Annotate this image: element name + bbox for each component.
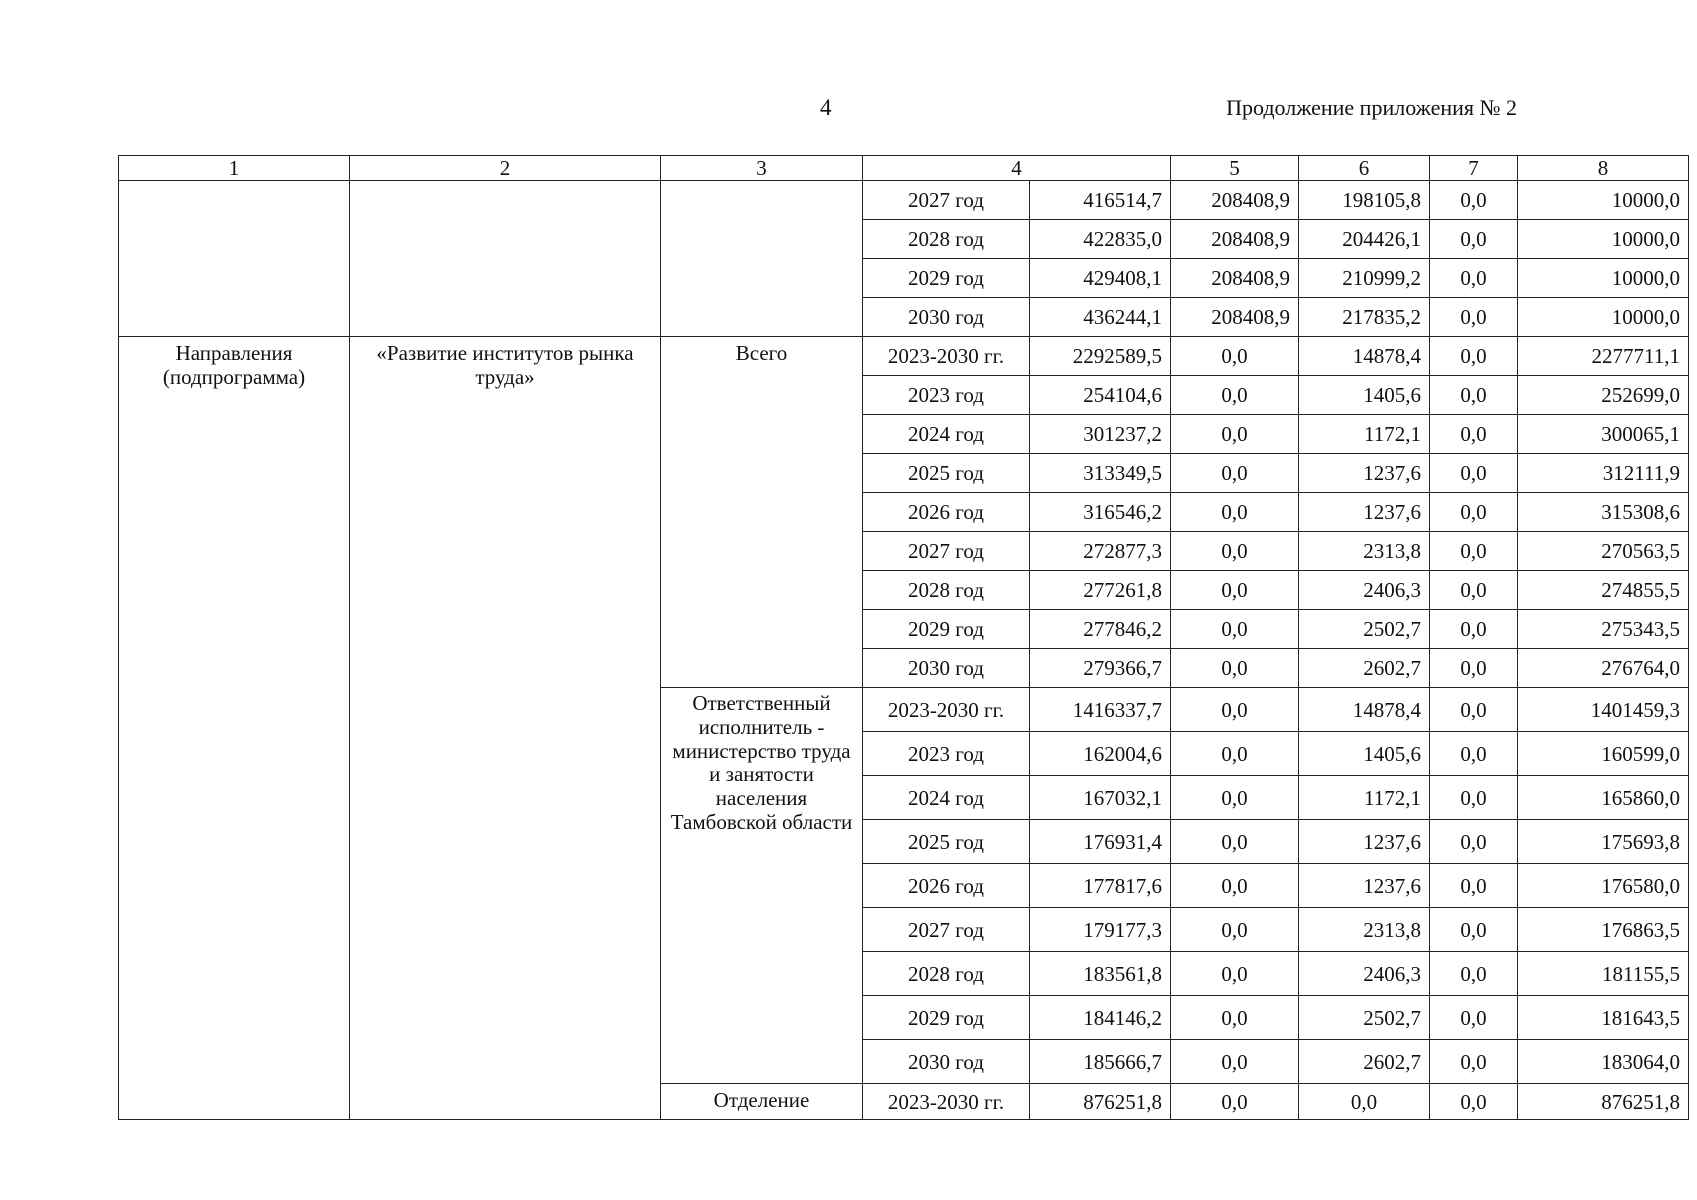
total-cell: 429408,1 xyxy=(1030,259,1171,298)
col7-cell: 0,0 xyxy=(1430,1040,1518,1084)
col5-cell: 0,0 xyxy=(1171,376,1299,415)
col7-cell: 0,0 xyxy=(1430,908,1518,952)
period-cell: 2023 год xyxy=(863,732,1030,776)
col8-cell: 181643,5 xyxy=(1518,996,1689,1040)
subprogram-name: «Развитие институтов рынка труда» xyxy=(350,337,661,1120)
col6-cell: 1237,6 xyxy=(1299,864,1430,908)
col7-cell: 0,0 xyxy=(1430,996,1518,1040)
col6-cell: 14878,4 xyxy=(1299,337,1430,376)
column-header-5: 5 xyxy=(1171,156,1299,181)
col7-cell: 0,0 xyxy=(1430,952,1518,996)
col7-cell: 0,0 xyxy=(1430,337,1518,376)
col5-cell: 0,0 xyxy=(1171,996,1299,1040)
column-header-2: 2 xyxy=(350,156,661,181)
col8-cell: 252699,0 xyxy=(1518,376,1689,415)
period-cell: 2029 год xyxy=(863,259,1030,298)
column-header-4: 4 xyxy=(863,156,1171,181)
col7-cell: 0,0 xyxy=(1430,259,1518,298)
col8-cell: 2277711,1 xyxy=(1518,337,1689,376)
col6-cell: 217835,2 xyxy=(1299,298,1430,337)
col5-cell: 0,0 xyxy=(1171,610,1299,649)
total-cell: 279366,7 xyxy=(1030,649,1171,688)
total-cell: 436244,1 xyxy=(1030,298,1171,337)
total-cell: 876251,8 xyxy=(1030,1084,1171,1120)
col8-cell: 10000,0 xyxy=(1518,220,1689,259)
period-cell: 2024 год xyxy=(863,415,1030,454)
period-cell: 2023-2030 гг. xyxy=(863,1084,1030,1120)
col8-cell: 175693,8 xyxy=(1518,820,1689,864)
total-cell: 272877,3 xyxy=(1030,532,1171,571)
col7-cell: 0,0 xyxy=(1430,732,1518,776)
period-cell: 2030 год xyxy=(863,298,1030,337)
col8-cell: 275343,5 xyxy=(1518,610,1689,649)
group-label-department: Отделение xyxy=(661,1084,863,1120)
total-cell: 176931,4 xyxy=(1030,820,1171,864)
col6-cell: 2602,7 xyxy=(1299,649,1430,688)
col8-cell: 312111,9 xyxy=(1518,454,1689,493)
col5-cell: 0,0 xyxy=(1171,952,1299,996)
col6-cell: 2313,8 xyxy=(1299,532,1430,571)
col6-cell: 2602,7 xyxy=(1299,1040,1430,1084)
direction-label: Направления (подпрограмма) xyxy=(119,337,350,1120)
col5-cell: 0,0 xyxy=(1171,493,1299,532)
col8-cell: 274855,5 xyxy=(1518,571,1689,610)
col7-cell: 0,0 xyxy=(1430,864,1518,908)
col7-cell: 0,0 xyxy=(1430,493,1518,532)
period-cell: 2028 год xyxy=(863,571,1030,610)
col6-cell: 210999,2 xyxy=(1299,259,1430,298)
col6-cell: 1405,6 xyxy=(1299,376,1430,415)
col7-cell: 0,0 xyxy=(1430,649,1518,688)
column-number-row xyxy=(119,156,1689,181)
col6-cell: 1237,6 xyxy=(1299,454,1430,493)
col8-cell: 160599,0 xyxy=(1518,732,1689,776)
col8-cell: 10000,0 xyxy=(1518,298,1689,337)
col5-cell: 0,0 xyxy=(1171,908,1299,952)
col8-cell: 176580,0 xyxy=(1518,864,1689,908)
column-header-7: 7 xyxy=(1430,156,1518,181)
col8-cell: 876251,8 xyxy=(1518,1084,1689,1120)
budget-table xyxy=(118,155,1689,1120)
cell-col1-empty xyxy=(119,181,350,337)
column-header-3: 3 xyxy=(661,156,863,181)
col7-cell: 0,0 xyxy=(1430,688,1518,732)
period-cell: 2029 год xyxy=(863,610,1030,649)
total-cell: 177817,6 xyxy=(1030,864,1171,908)
total-cell: 254104,6 xyxy=(1030,376,1171,415)
table-row xyxy=(119,337,1689,376)
col5-cell: 0,0 xyxy=(1171,820,1299,864)
col7-cell: 0,0 xyxy=(1430,181,1518,220)
col5-cell: 208408,9 xyxy=(1171,181,1299,220)
total-cell: 277261,8 xyxy=(1030,571,1171,610)
period-cell: 2027 год xyxy=(863,532,1030,571)
period-cell: 2025 год xyxy=(863,454,1030,493)
col5-cell: 0,0 xyxy=(1171,776,1299,820)
col7-cell: 0,0 xyxy=(1430,571,1518,610)
total-cell: 179177,3 xyxy=(1030,908,1171,952)
col8-cell: 181155,5 xyxy=(1518,952,1689,996)
period-cell: 2023 год xyxy=(863,376,1030,415)
total-cell: 422835,0 xyxy=(1030,220,1171,259)
col8-cell: 10000,0 xyxy=(1518,259,1689,298)
col5-cell: 0,0 xyxy=(1171,688,1299,732)
period-cell: 2028 год xyxy=(863,952,1030,996)
total-cell: 416514,7 xyxy=(1030,181,1171,220)
col5-cell: 0,0 xyxy=(1171,454,1299,493)
period-cell: 2028 год xyxy=(863,220,1030,259)
col7-cell: 0,0 xyxy=(1430,298,1518,337)
period-cell: 2025 год xyxy=(863,820,1030,864)
col8-cell: 315308,6 xyxy=(1518,493,1689,532)
period-cell: 2030 год xyxy=(863,1040,1030,1084)
period-cell: 2030 год xyxy=(863,649,1030,688)
total-cell: 2292589,5 xyxy=(1030,337,1171,376)
cell-col3-empty xyxy=(661,181,863,337)
col7-cell: 0,0 xyxy=(1430,220,1518,259)
period-cell: 2023-2030 гг. xyxy=(863,337,1030,376)
col6-cell: 0,0 xyxy=(1299,1084,1430,1120)
col6-cell: 1237,6 xyxy=(1299,820,1430,864)
period-cell: 2024 год xyxy=(863,776,1030,820)
col8-cell: 176863,5 xyxy=(1518,908,1689,952)
col7-cell: 0,0 xyxy=(1430,820,1518,864)
col5-cell: 0,0 xyxy=(1171,732,1299,776)
period-cell: 2027 год xyxy=(863,908,1030,952)
col8-cell: 1401459,3 xyxy=(1518,688,1689,732)
col6-cell: 204426,1 xyxy=(1299,220,1430,259)
total-cell: 183561,8 xyxy=(1030,952,1171,996)
period-cell: 2029 год xyxy=(863,996,1030,1040)
col5-cell: 208408,9 xyxy=(1171,298,1299,337)
col6-cell: 1172,1 xyxy=(1299,776,1430,820)
period-cell: 2027 год xyxy=(863,181,1030,220)
col5-cell: 0,0 xyxy=(1171,864,1299,908)
col6-cell: 14878,4 xyxy=(1299,688,1430,732)
col7-cell: 0,0 xyxy=(1430,376,1518,415)
cell-col2-empty xyxy=(350,181,661,337)
col5-cell: 0,0 xyxy=(1171,532,1299,571)
total-cell: 184146,2 xyxy=(1030,996,1171,1040)
total-cell: 301237,2 xyxy=(1030,415,1171,454)
col6-cell: 1405,6 xyxy=(1299,732,1430,776)
total-cell: 316546,2 xyxy=(1030,493,1171,532)
col8-cell: 270563,5 xyxy=(1518,532,1689,571)
total-cell: 167032,1 xyxy=(1030,776,1171,820)
col5-cell: 0,0 xyxy=(1171,1084,1299,1120)
column-header-6: 6 xyxy=(1299,156,1430,181)
col6-cell: 2502,7 xyxy=(1299,996,1430,1040)
col5-cell: 0,0 xyxy=(1171,337,1299,376)
column-header-8: 8 xyxy=(1518,156,1689,181)
col7-cell: 0,0 xyxy=(1430,454,1518,493)
col6-cell: 2502,7 xyxy=(1299,610,1430,649)
col7-cell: 0,0 xyxy=(1430,415,1518,454)
col7-cell: 0,0 xyxy=(1430,532,1518,571)
col6-cell: 1172,1 xyxy=(1299,415,1430,454)
group-label-total: Всего xyxy=(661,337,863,688)
col5-cell: 0,0 xyxy=(1171,415,1299,454)
col5-cell: 208408,9 xyxy=(1171,220,1299,259)
total-cell: 277846,2 xyxy=(1030,610,1171,649)
period-cell: 2026 год xyxy=(863,864,1030,908)
col7-cell: 0,0 xyxy=(1430,1084,1518,1120)
col6-cell: 2406,3 xyxy=(1299,952,1430,996)
col5-cell: 0,0 xyxy=(1171,571,1299,610)
col5-cell: 0,0 xyxy=(1171,649,1299,688)
col6-cell: 1237,6 xyxy=(1299,493,1430,532)
total-cell: 162004,6 xyxy=(1030,732,1171,776)
col8-cell: 165860,0 xyxy=(1518,776,1689,820)
col6-cell: 2406,3 xyxy=(1299,571,1430,610)
col7-cell: 0,0 xyxy=(1430,610,1518,649)
table-row xyxy=(119,181,1689,220)
period-cell: 2023-2030 гг. xyxy=(863,688,1030,732)
col8-cell: 276764,0 xyxy=(1518,649,1689,688)
total-cell: 1416337,7 xyxy=(1030,688,1171,732)
col8-cell: 183064,0 xyxy=(1518,1040,1689,1084)
col8-cell: 10000,0 xyxy=(1518,181,1689,220)
continuation-header: Продолжение приложения № 2 xyxy=(1226,95,1517,120)
col8-cell: 300065,1 xyxy=(1518,415,1689,454)
col6-cell: 198105,8 xyxy=(1299,181,1430,220)
period-cell: 2026 год xyxy=(863,493,1030,532)
column-header-1: 1 xyxy=(119,156,350,181)
col5-cell: 0,0 xyxy=(1171,1040,1299,1084)
total-cell: 185666,7 xyxy=(1030,1040,1171,1084)
page-number: 4 xyxy=(820,95,832,120)
group-label-responsible: Ответственный исполнитель - министерство труда и занятости населения Тамбовской области xyxy=(661,688,863,1084)
col6-cell: 2313,8 xyxy=(1299,908,1430,952)
col7-cell: 0,0 xyxy=(1430,776,1518,820)
col5-cell: 208408,9 xyxy=(1171,259,1299,298)
total-cell: 313349,5 xyxy=(1030,454,1171,493)
